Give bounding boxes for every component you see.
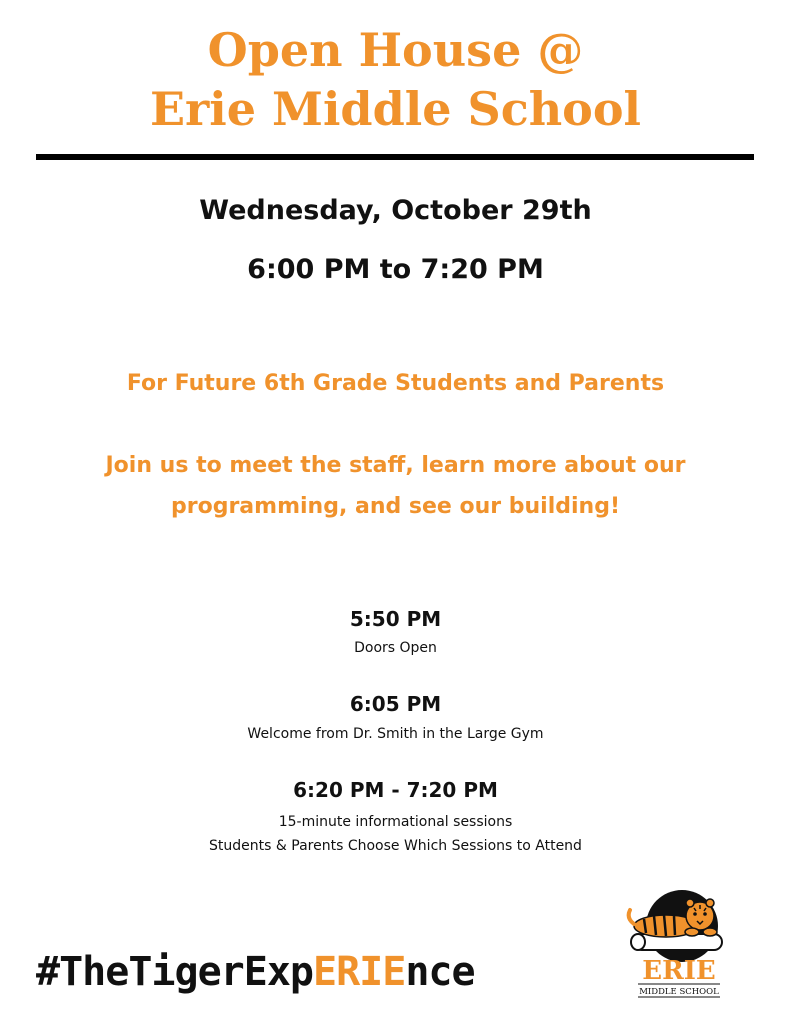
page-title-line-2: Erie Middle School: [149, 82, 642, 136]
schedule-desc-sessions-1: 15-minute informational sessions: [278, 814, 513, 830]
schedule-time-welcome: 6:05 PM: [349, 692, 442, 716]
event-time: 6:00 PM to 7:20 PM: [247, 254, 544, 285]
hashtag-highlight: ERIE: [312, 949, 406, 995]
hashtag-prefix: #TheTigerExp: [36, 949, 313, 995]
title-divider: [36, 154, 754, 160]
school-logo: [624, 888, 734, 1000]
invite-line-1: Join us to meet the staff, learn more about our: [105, 453, 686, 478]
invite-line-2: programming, and see our building!: [171, 494, 620, 519]
schedule-time-doors: 5:50 PM: [349, 607, 442, 631]
schedule-desc-doors: Doors Open: [354, 640, 437, 656]
logo-name: ERIE: [642, 956, 716, 986]
audience-text: For Future 6th Grade Students and Parents: [126, 371, 665, 396]
hashtag-slogan: [36, 942, 475, 1002]
schedule-time-sessions: 6:20 PM - 7:20 PM: [293, 778, 498, 802]
schedule-desc-sessions-2: Students & Parents Choose Which Sessions to Attend: [209, 838, 582, 854]
event-date: Wednesday, October 29th: [199, 195, 592, 226]
logo-subtitle: MIDDLE SCHOOL: [639, 987, 719, 997]
page-title-line-1: Open House @: [207, 23, 584, 77]
schedule-desc-welcome: Welcome from Dr. Smith in the Large Gym: [247, 726, 544, 742]
hashtag-suffix: nce: [405, 949, 475, 995]
